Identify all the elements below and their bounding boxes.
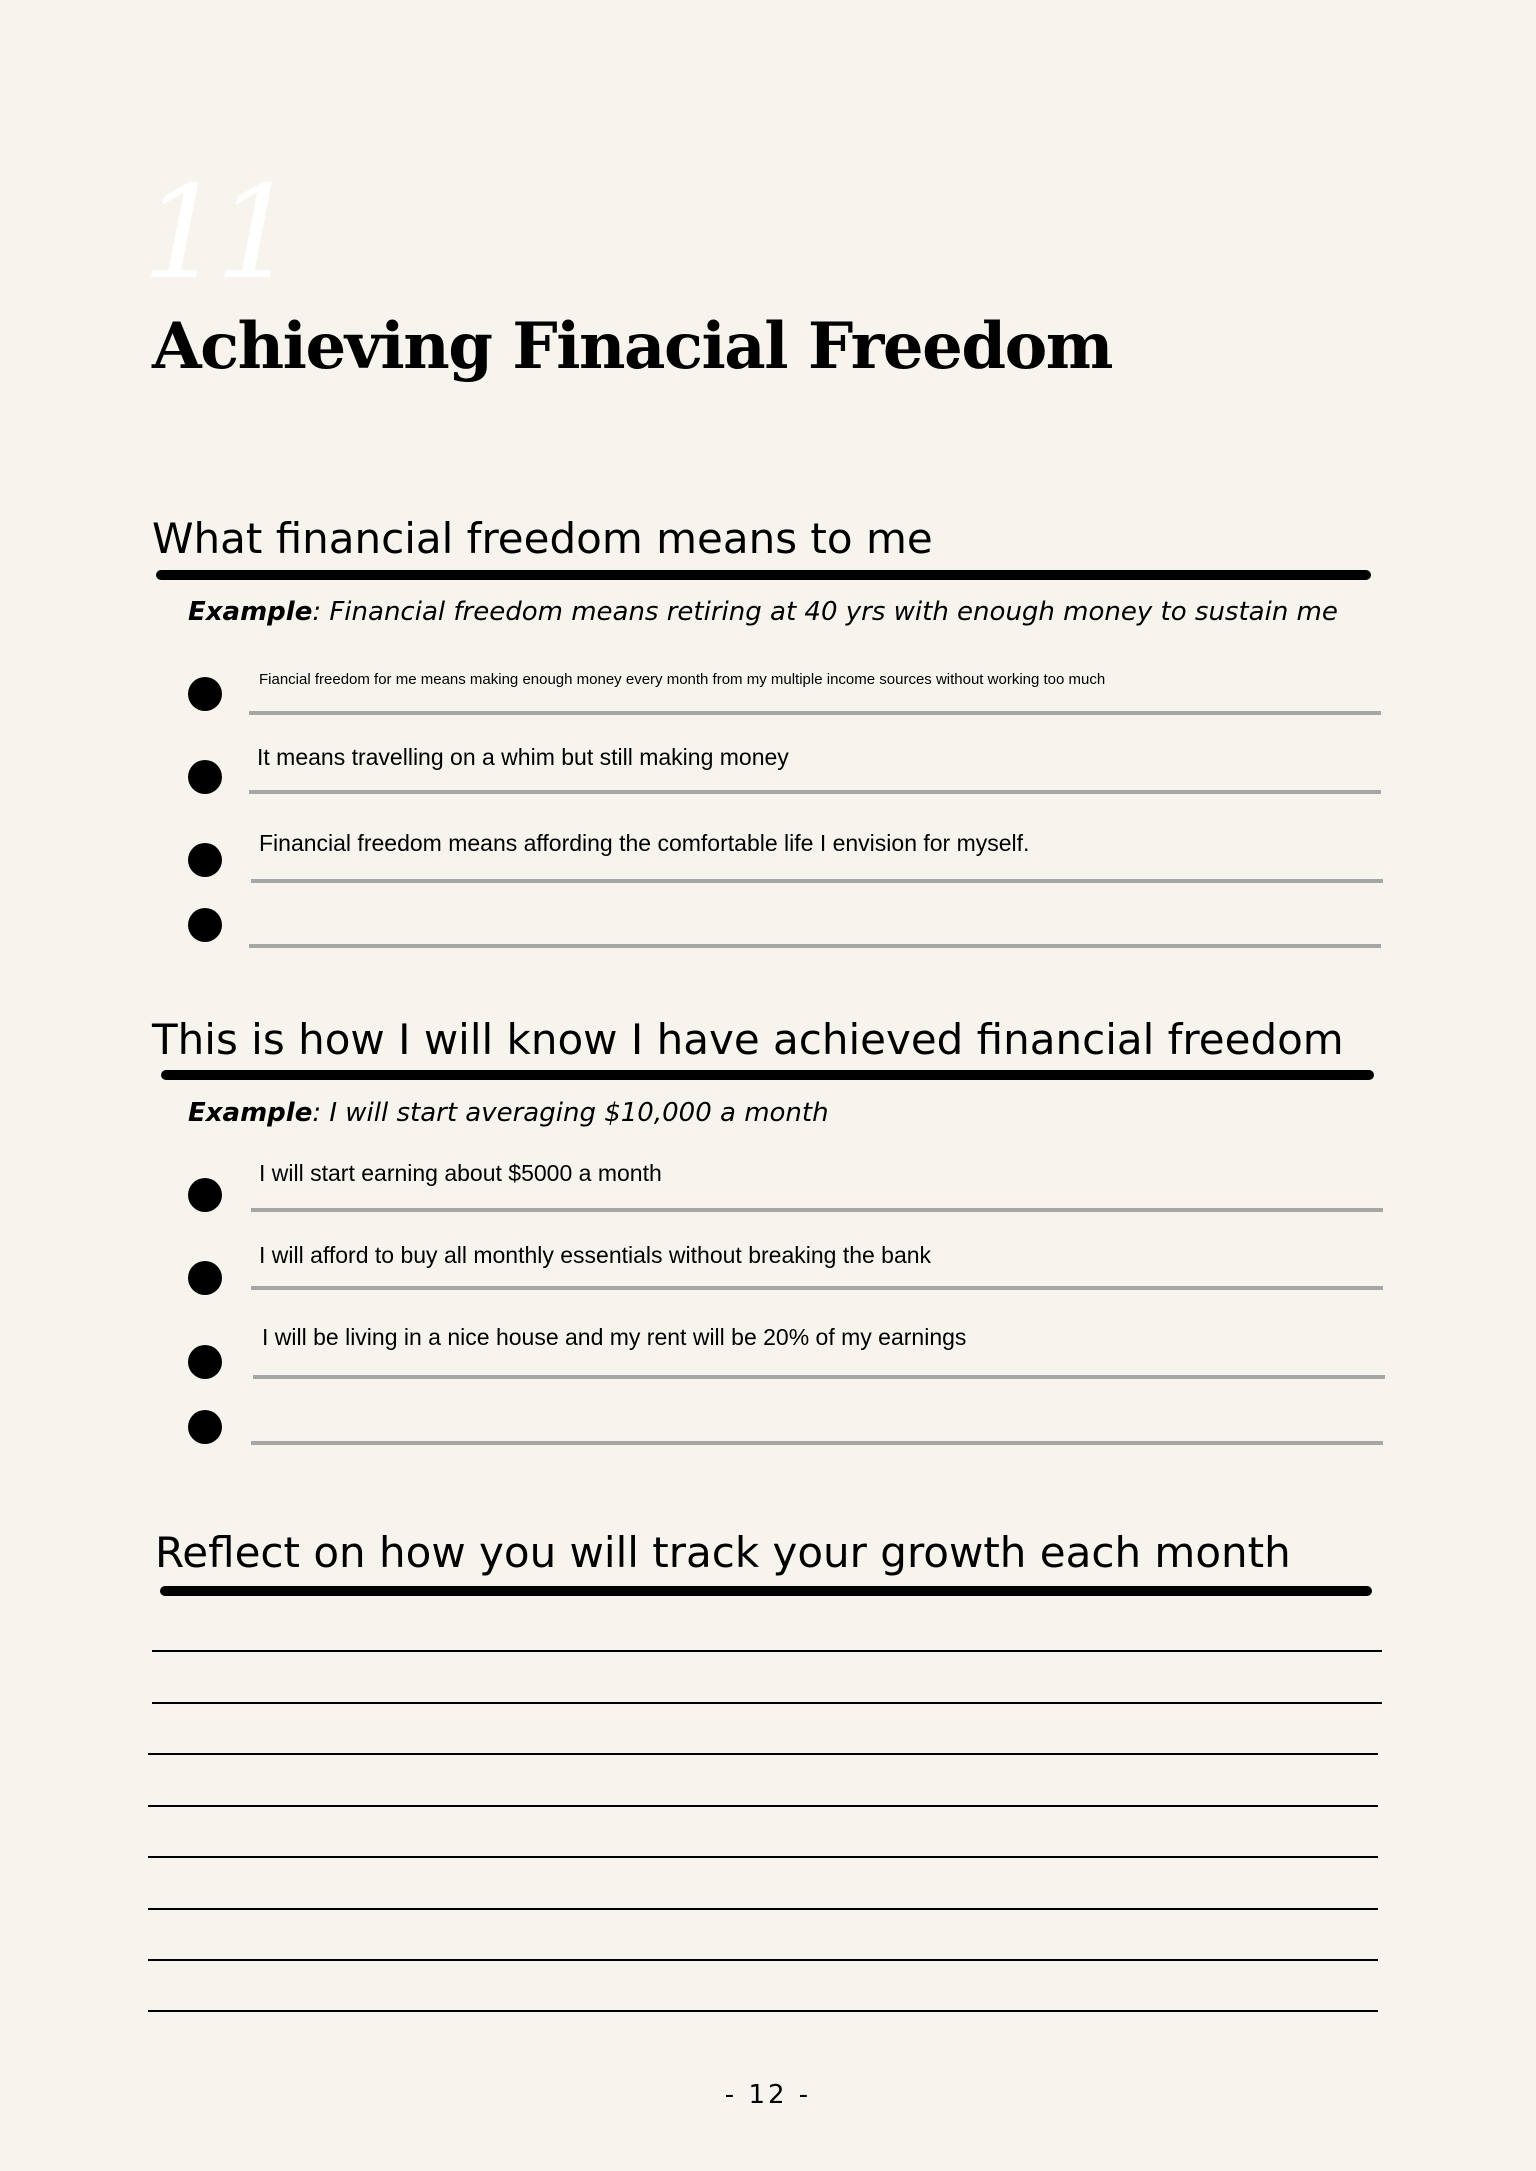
answer-text[interactable]: Financial freedom means affording the comfortable life I envision for myself. [259,830,1030,856]
bullet-icon [188,760,222,794]
bullet-icon [188,1261,222,1295]
reflection-line[interactable] [152,1702,1382,1704]
answer-text[interactable]: I will be living in a nice house and my rent will be 20% of my earnings [262,1324,967,1350]
bullet-icon [188,908,222,942]
bullet-icon [188,1178,222,1212]
answer-text[interactable]: It means travelling on a whim but still making money [257,744,789,770]
section-divider [160,1586,1372,1596]
example-label: Example [188,597,313,627]
bullet-icon [188,843,222,877]
section-divider [156,570,1371,580]
section-heading-achieved: This is how I will know I have achieved financial freedom [152,1015,1344,1064]
answer-line [251,1208,1383,1212]
answer-text[interactable]: Fiancial freedom for me means making enough money every month from my multiple income sources without working too much [259,671,1106,688]
reflection-line[interactable] [152,1650,1382,1652]
answer-line [251,879,1383,883]
answer-line [249,711,1381,715]
answer-line [249,790,1381,794]
example-text: : Financial freedom means retiring at 40 yrs with enough money to sustain me [312,597,1338,627]
section-divider [161,1070,1374,1080]
page-number: - 12 - [724,2080,812,2110]
reflection-line[interactable] [148,1908,1378,1910]
bullet-icon [188,677,222,711]
example-achieved [188,1098,829,1129]
reflection-line[interactable] [148,1856,1378,1858]
reflection-line[interactable] [148,2010,1378,2012]
answer-line [251,1286,1383,1290]
section-heading-reflect: Reflect on how you will track your growth each month [155,1528,1291,1577]
answer-text[interactable]: I will afford to buy all monthly essentials without breaking the bank [259,1242,932,1268]
answer-line [251,1441,1383,1445]
reflection-line[interactable] [148,1959,1378,1961]
chapter-number: 11 [142,159,289,308]
example-meaning [188,597,1338,628]
answer-text[interactable]: I will start earning about $5000 a month [259,1160,662,1186]
example-label: Example [188,1098,313,1128]
bullet-icon [188,1410,222,1444]
example-text: : I will start averaging $10,000 a month [312,1098,829,1128]
reflection-line[interactable] [148,1805,1378,1807]
answer-line [253,1375,1385,1379]
page-title: Achieving Finacial Freedom [152,309,1112,384]
reflection-line[interactable] [148,1753,1378,1755]
answer-line [249,944,1381,948]
bullet-icon [188,1345,222,1379]
section-heading-meaning: What financial freedom means to me [152,514,933,563]
